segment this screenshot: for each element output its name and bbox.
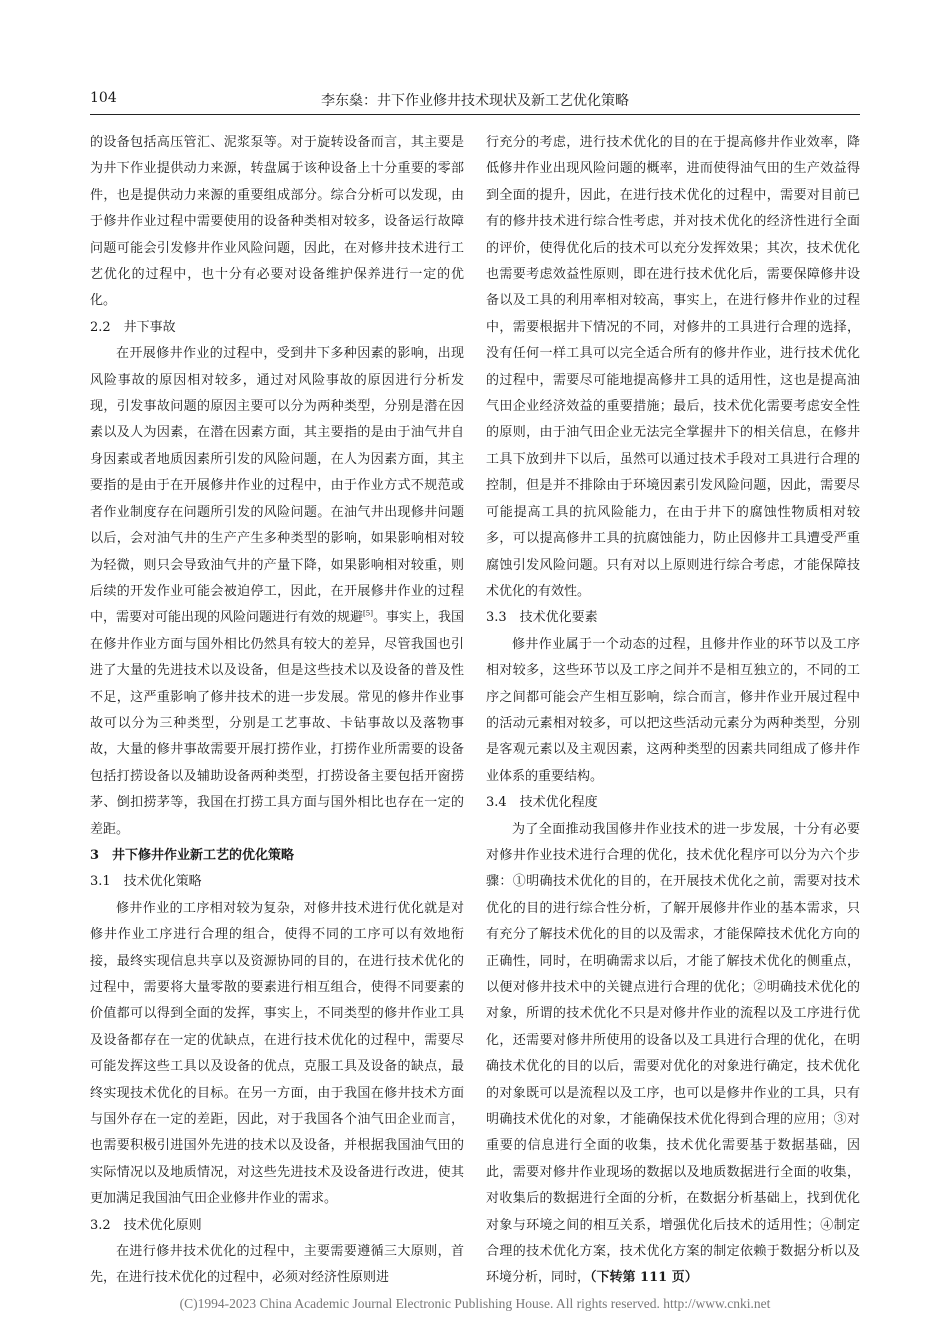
continued-on-page-note: （下转第 111 页） — [590, 1270, 698, 1286]
paragraph-text: 为了全面推动我国修井作业技术的进一步发展，十分有必要对修井作业技术进行合理的优化，技术优化程序可以分为六个步骤：①明确技术优化的目的，在开展技术优化之前，需要对技术优化的目的进行综合性分析，了解开展修井作业的基本需求，只有充分了解技术优化的目的以及需求，才能保障技术优化方向的正确性，同时，在明确需求以后，才能了解技术优化的侧重点，以便对修井技术中的关键点进行合理的优化；②明确技术优化的对象，所谓的技术优化不只是对修井作业的流程以及工序进行优化，还需要对修井所使用的设备以及工具进行合理的优化，在明确技术优化的目的以后，需要对优化的对象进行确定，技术优化的对象既可以是流程以及工序，也可以是修井作业的工具，只有明确技术优化的对象，才能确保技术优化得到合理的应用；③对重要的信息进行全面的收集，技术优化需要基于数据基础，因此，需要对修井作业现场的数据以及地质数据进行全面的收集，对收集后的数据进行全面的分析，在数据分析基础上，找到优化对象与环境之间的相互关系，增强优化后技术的适用性；④制定合理的技术优化方案，技术优化方案的制定依赖于数据分析以及环境分析，同时， — [486, 821, 860, 1286]
running-title: 李东燊：井下作业修井技术现状及新工艺优化策略 — [321, 93, 629, 109]
section-heading-3-2: 3.2 技术优化原则 — [90, 1217, 202, 1233]
page-header — [90, 84, 860, 114]
paragraph-text: 在开展修井作业的过程中，受到井下多种因素的影响，出现风险事故的原因相对较多，通过对风险事故的原因进行分析发现，引发事故问题的原因主要可以分为两种类型，分别是潜在因素以及人为因素，在潜在因素方面，其主要指的是由于油气井自身因素或者地质因素所引发的风险问题，在人为因素方面，其主要指的是由于在开展修井作业的过程中，由于作业方式不规范或者作业制度存在问题所引发的风险问题。在油气井出现修井问题以后，会对油气井的生产产生多种类型的影响，如果影响相对较为轻微，则只会导致油气井的产量下降，如果影响相对较重，则后续的开发作业可能会被迫停工，因此，在开展修井作业的过程中，需要对可能出现的风险问题进行有效的规避 — [90, 346, 464, 626]
section-heading-2-2: 2.2 井下事故 — [90, 319, 176, 335]
paragraph-downhole-accidents — [90, 341, 464, 843]
header-rule — [90, 114, 860, 115]
paragraph-optimization-elements: 修井作业属于一个动态的过程，且修井作业的环节以及工序相对较多，这些环节以及工序之间并不是相互独立的，不同的工序之间都可能会产生相互影响，综合而言，修井作业开展过程中的活动元素相对较多，可以把这些活动元素分为两种类型，分别是客观元素以及主观因素，这两种类型的因素共同组成了修井作业体系的重要结构。 — [486, 636, 860, 784]
page-number: 104 — [90, 90, 117, 106]
citation-5: [5] — [363, 609, 373, 618]
section-heading-3-1: 3.1 技术优化策略 — [90, 874, 202, 890]
paragraph-optimization-principles-start: 在进行修井技术优化的过程中，主要需要遵循三大原则，首先，在进行技术优化的过程中，必须对经济性原则进 — [90, 1244, 464, 1286]
copyright-footer: (C)1994-2023 China Academic Journal Electronic Publishing House. All rights reserved. http://www.cnki.net — [179, 1296, 771, 1311]
paragraph-continued: 的设备包括高压管汇、泥浆泵等。对于旋转设备而言，其主要是为井下作业提供动力来源，转盘属于该种设备上十分重要的零部件，也是提供动力来源的重要组成部分。综合分析可以发现，由于修井作业过程中需要使用的设备种类相对较多，设备运行故障问题可能会引发修井作业风险问题，因此，在对修井技术进行工艺优化的过程中，也十分有必要对设备维护保养进行一定的优化。 — [90, 135, 464, 309]
right-column — [486, 130, 860, 1292]
section-heading-3: 3 井下修井作业新工艺的优化策略 — [90, 847, 295, 863]
section-heading-3-4: 3.4 技术优化程度 — [486, 795, 598, 811]
paragraph-optimization-principles-cont: 行充分的考虑，进行技术优化的目的在于提高修井作业效率，降低修井作业出现风险问题的概率，进而使得油气田的生产效益得到全面的提升，因此，在进行技术优化的过程中，需要对目前已有的修井技术进行综合性考虑，并对技术优化的经济性进行全面的评价，使得优化后的技术可以充分发挥效果；其次，技术优化也需要考虑效益性原则，即在进行技术优化后，需要保障修井设备以及工具的利用率相对较高，事实上，在进行修井作业的过程中，需要根据井下情况的不同，对修井的工具进行合理的选择，没有任何一样工具可以完全适合所有的修井作业，进行技术优化的过程中，需要尽可能地提高修井工具的适用性，这也是提高油气田企业经济效益的重要措施；最后，技术优化需要考虑安全性的原则，由于油气田企业无法完全掌握井下的相关信息，在修井工具下放到井下以后，虽然可以通过技术手段对工具进行合理的控制，但是并不排除由于环境因素引发风险问题，因此，需要尽可能提高工具的抗风险能力，在由于井下的腐蚀性物质相对较多，可以提高修井工具的抗腐蚀能力，防止因修井工具遭受严重腐蚀引发风险问题。只有对以上原则进行综合考虑，才能保障技术优化的有效性。 — [486, 135, 860, 599]
paragraph-optimization-strategy: 修井作业的工序相对较为复杂，对修井技术进行优化就是对修井作业工序进行合理的组合，使得不同的工序可以有效地衔接，最终实现信息共享以及资源协同的目的，在进行技术优化的过程中，需要将大量零散的要素进行相互组合，使得不同要素的价值都可以得到全面的发挥，事实上，不同类型的修井作业工具及设备都存在一定的优缺点，在进行技术优化的过程中，需要尽可能发挥这些工具以及设备的优点，克服工具及设备的缺点，最终实现技术优化的目标。在另一方面，由于我国在修井技术方面与国外存在一定的差距，因此，对于我国各个油气田企业而言，也需要积极引进国外先进的技术以及设备，并根据我国油气田的实际情况以及地质情况，对这些先进技术及设备进行改进，使其更加满足我国油气田企业修井作业的需求。 — [90, 900, 464, 1207]
paragraph-optimization-procedure — [486, 817, 860, 1292]
left-column — [90, 130, 464, 1292]
section-heading-3-3: 3.3 技术优化要素 — [486, 610, 598, 626]
paragraph-text: 。事实上，我国在修井作业方面与国外相比仍然具有较大的差异，尽管我国也引进了大量的先进技术以及设备，但是这些技术以及设备的普及性不足，这严重影响了修井技术的进一步发展。常见的修井作业事故可以分为三种类型，分别是工艺事故、卡钻事故以及落物事故，大量的修井事故需要开展打捞作业，打捞作业所需要的设备包括打捞设备以及辅助设备两种类型，打捞设备主要包括开窗捞茅、倒扣捞茅等，我国在打捞工具方面与国外相比也存在一定的差距。 — [90, 610, 464, 837]
